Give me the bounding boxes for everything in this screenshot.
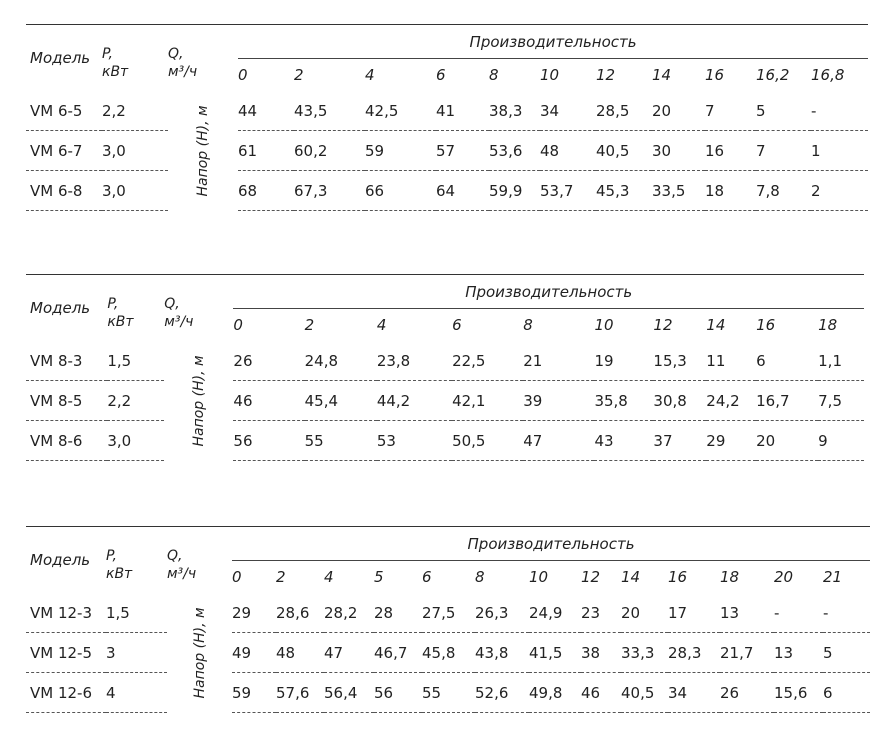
head-value-cell: 29 [706, 421, 756, 461]
head-value-cell: 19 [594, 341, 653, 381]
flow-value-header: 2 [294, 66, 304, 84]
power-cell: 1,5 [106, 593, 167, 633]
head-value-cell: 28 [374, 593, 422, 633]
head-value-cell: 16 [705, 131, 756, 171]
flow-value-header: 10 [594, 316, 614, 334]
head-value-cell: 24,9 [529, 593, 581, 633]
model-cell: VM 6-8 [26, 171, 102, 211]
power-cell: 3,0 [102, 171, 168, 211]
head-value-cell: 26 [720, 673, 774, 713]
head-value-cell: 16,7 [756, 381, 818, 421]
head-value-cell: 67,3 [294, 171, 365, 211]
head-value-cell: 6 [823, 673, 870, 713]
data-table [26, 24, 868, 211]
head-value-cell: 20 [621, 593, 668, 633]
head-value-cell: 17 [668, 593, 720, 633]
head-value-cell: 26,3 [475, 593, 529, 633]
head-value-cell: 46 [233, 381, 304, 421]
head-value-cell: 2 [811, 171, 868, 211]
flow-value-header: 0 [233, 316, 243, 334]
head-value-cell: 68 [238, 171, 294, 211]
head-value-cell: 47 [523, 421, 594, 461]
data-table [26, 274, 864, 461]
power-cell: 3 [106, 633, 167, 673]
flow-value-header: 18 [818, 316, 838, 334]
head-value-cell: 42,1 [452, 381, 523, 421]
head-value-cell: 24,8 [305, 341, 377, 381]
head-value-cell: 30,8 [653, 381, 706, 421]
head-value-cell: 41 [436, 91, 489, 131]
header-model: Модель [26, 275, 107, 342]
model-cell: VM 12-5 [26, 633, 106, 673]
head-value-cell: 1 [811, 131, 868, 171]
head-value-cell: 28,6 [276, 593, 324, 633]
header-flow [168, 25, 238, 92]
head-value-cell: 21,7 [720, 633, 774, 673]
model-cell: VM 6-5 [26, 91, 102, 131]
head-value-cell: 30 [652, 131, 705, 171]
flow-value-header: 10 [540, 66, 560, 84]
power-cell: 2,2 [102, 91, 168, 131]
head-value-cell: 46,7 [374, 633, 422, 673]
head-value-cell: 24,2 [706, 381, 756, 421]
head-label-text: Напор (Н), м [190, 355, 207, 447]
power-cell: 2,2 [107, 381, 164, 421]
model-cell: VM 12-6 [26, 673, 106, 713]
head-value-cell: 55 [422, 673, 475, 713]
head-value-cell: 45,8 [422, 633, 475, 673]
head-value-cell: 49 [232, 633, 276, 673]
head-value-cell: 43,8 [475, 633, 529, 673]
head-value-cell: 33,3 [621, 633, 668, 673]
header-capacity: Производительность [233, 275, 864, 309]
head-axis-label [167, 593, 232, 713]
flow-value-header: 6 [422, 568, 432, 586]
header-flow-symbol: Q, [164, 296, 180, 312]
head-value-cell: 18 [705, 171, 756, 211]
head-axis-label [164, 341, 233, 461]
head-value-cell: 56 [374, 673, 422, 713]
head-value-cell: 59,9 [489, 171, 540, 211]
head-value-cell: 59 [365, 131, 436, 171]
header-flow [164, 275, 233, 342]
head-axis-label [168, 91, 238, 211]
head-value-cell: 11 [706, 341, 756, 381]
flow-value-header: 6 [436, 66, 446, 84]
header-power [102, 25, 168, 92]
head-value-cell: 40,5 [596, 131, 652, 171]
head-value-cell: 43 [594, 421, 653, 461]
head-value-cell: 45,3 [596, 171, 652, 211]
table-row [26, 421, 864, 461]
head-value-cell: 35,8 [594, 381, 653, 421]
head-value-cell: 56,4 [324, 673, 374, 713]
header-capacity: Производительность [238, 25, 868, 59]
head-value-cell: 15,6 [774, 673, 823, 713]
head-value-cell: 44,2 [377, 381, 452, 421]
head-value-cell: 41,5 [529, 633, 581, 673]
data-table [26, 526, 870, 713]
power-cell: 3,0 [107, 421, 164, 461]
header-capacity: Производительность [232, 527, 870, 561]
table-row [26, 171, 868, 211]
head-value-cell: 7 [705, 91, 756, 131]
head-value-cell: 61 [238, 131, 294, 171]
flow-value-header: 0 [238, 66, 248, 84]
header-power-symbol: P, [106, 548, 117, 564]
head-value-cell: 46 [581, 673, 621, 713]
flow-value-header: 0 [232, 568, 242, 586]
flow-value-header: 2 [304, 316, 315, 334]
head-value-cell: 38 [581, 633, 621, 673]
head-value-cell: 27,5 [422, 593, 475, 633]
header-flow-symbol: Q, [168, 46, 184, 62]
header-flow-unit: м³/ч [164, 314, 194, 330]
head-value-cell: 6 [756, 341, 818, 381]
header-model: Модель [26, 25, 102, 92]
flow-value-header: 2 [276, 568, 286, 586]
head-value-cell: 28,3 [668, 633, 720, 673]
head-value-cell: 5 [756, 91, 811, 131]
head-value-cell: 5 [823, 633, 870, 673]
header-flow-symbol: Q, [167, 548, 183, 564]
flow-value-header: 20 [774, 568, 794, 586]
head-value-cell: 43,5 [294, 91, 365, 131]
pump-table-vm8 [26, 274, 864, 461]
head-value-cell: 23,8 [377, 341, 452, 381]
flow-value-header: 16,2 [756, 66, 790, 84]
flow-value-header: 14 [706, 316, 726, 334]
head-value-cell: 47 [324, 633, 374, 673]
head-value-cell: 1,1 [818, 341, 864, 381]
head-value-cell: - [774, 593, 823, 633]
flow-value-header: 5 [374, 568, 384, 586]
flow-value-header: 4 [324, 568, 334, 586]
pump-table-vm6 [26, 24, 864, 211]
header-model: Модель [26, 527, 106, 594]
flow-value-header: 12 [581, 568, 601, 586]
flow-value-header: 16 [756, 316, 776, 334]
head-value-cell: 49,8 [529, 673, 581, 713]
flow-value-header: 4 [376, 316, 387, 334]
flow-value-header: 16 [705, 66, 725, 84]
model-cell: VM 12-3 [26, 593, 106, 633]
head-value-cell: 34 [668, 673, 720, 713]
pump-table-vm12 [26, 526, 864, 713]
head-value-cell: 7,8 [756, 171, 811, 211]
power-cell: 1,5 [107, 341, 164, 381]
head-value-cell: 53 [377, 421, 452, 461]
header-power-symbol: P, [102, 46, 113, 62]
table-row [26, 633, 870, 673]
head-value-cell: 39 [523, 381, 594, 421]
flow-value-header: 16 [668, 568, 688, 586]
head-value-cell: 13 [720, 593, 774, 633]
head-value-cell: 26 [233, 341, 304, 381]
header-power-symbol: P, [107, 296, 119, 312]
head-value-cell: 56 [233, 421, 304, 461]
head-value-cell: 7 [756, 131, 811, 171]
head-value-cell: - [811, 91, 868, 131]
head-value-cell: 7,5 [818, 381, 864, 421]
power-cell: 4 [106, 673, 167, 713]
table-row [26, 341, 864, 381]
head-value-cell: 28,5 [596, 91, 652, 131]
flow-value-header: 14 [652, 66, 672, 84]
model-cell: VM 8-3 [26, 341, 107, 381]
head-value-cell: 28,2 [324, 593, 374, 633]
head-value-cell: 33,5 [652, 171, 705, 211]
model-cell: VM 6-7 [26, 131, 102, 171]
flow-value-header: 4 [365, 66, 375, 84]
header-power-unit: кВт [106, 566, 133, 582]
flow-value-header: 8 [489, 66, 499, 84]
head-value-cell: 37 [653, 421, 706, 461]
head-value-cell: 15,3 [653, 341, 706, 381]
head-value-cell: 21 [523, 341, 594, 381]
head-value-cell: 48 [276, 633, 324, 673]
head-value-cell: 53,6 [489, 131, 540, 171]
head-value-cell: 52,6 [475, 673, 529, 713]
head-label-text: Напор (Н), м [191, 607, 208, 699]
head-value-cell: 22,5 [452, 341, 523, 381]
flow-value-header: 12 [596, 66, 616, 84]
head-label-text: Напор (Н), м [195, 105, 211, 197]
table-row [26, 131, 868, 171]
header-power-unit: кВт [102, 64, 129, 80]
head-value-cell: 34 [540, 91, 596, 131]
head-value-cell: 44 [238, 91, 294, 131]
head-value-cell: 20 [652, 91, 705, 131]
power-cell: 3,0 [102, 131, 168, 171]
flow-value-header: 10 [529, 568, 549, 586]
head-value-cell: 45,4 [305, 381, 377, 421]
header-flow-unit: м³/ч [168, 64, 198, 80]
model-cell: VM 8-5 [26, 381, 107, 421]
head-value-cell: 59 [232, 673, 276, 713]
head-value-cell: 20 [756, 421, 818, 461]
flow-value-header: 8 [475, 568, 485, 586]
head-value-cell: 38,3 [489, 91, 540, 131]
head-value-cell: - [823, 593, 870, 633]
header-flow-unit: м³/ч [167, 566, 197, 582]
head-value-cell: 57 [436, 131, 489, 171]
flow-value-header: 14 [621, 568, 641, 586]
head-value-cell: 9 [818, 421, 864, 461]
head-value-cell: 57,6 [276, 673, 324, 713]
head-value-cell: 23 [581, 593, 621, 633]
header-power [107, 275, 164, 342]
head-value-cell: 40,5 [621, 673, 668, 713]
head-value-cell: 42,5 [365, 91, 436, 131]
flow-value-header: 16,8 [811, 66, 845, 84]
head-value-cell: 64 [436, 171, 489, 211]
table-row [26, 593, 870, 633]
head-value-cell: 60,2 [294, 131, 365, 171]
head-value-cell: 29 [232, 593, 276, 633]
header-power-unit: кВт [107, 314, 134, 330]
flow-value-header: 18 [720, 568, 740, 586]
model-cell: VM 8-6 [26, 421, 107, 461]
flow-value-header: 8 [523, 316, 533, 334]
head-value-cell: 55 [305, 421, 377, 461]
table-row [26, 91, 868, 131]
head-value-cell: 66 [365, 171, 436, 211]
head-value-cell: 50,5 [452, 421, 523, 461]
table-row [26, 673, 870, 713]
head-value-cell: 13 [774, 633, 823, 673]
flow-value-header: 21 [823, 568, 843, 586]
flow-value-header: 12 [653, 316, 673, 334]
head-value-cell: 53,7 [540, 171, 596, 211]
table-row [26, 381, 864, 421]
header-power [106, 527, 167, 594]
flow-value-header: 6 [452, 316, 462, 334]
header-flow [167, 527, 232, 594]
head-value-cell: 48 [540, 131, 596, 171]
